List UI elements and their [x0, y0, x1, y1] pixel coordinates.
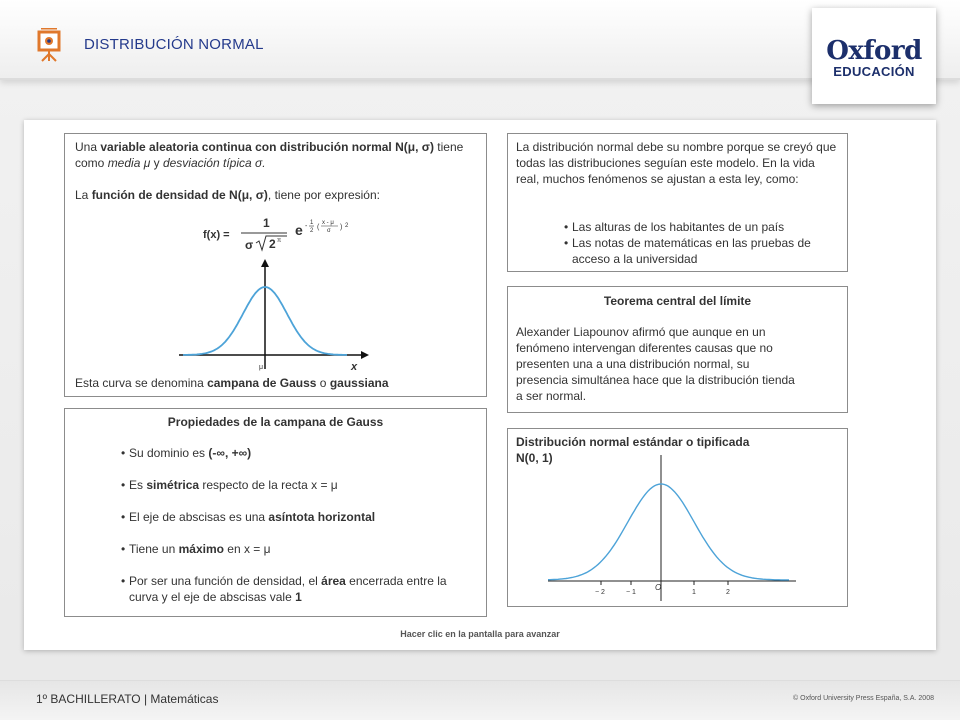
- name-origin-panel: [507, 133, 848, 272]
- formula-exp-minus: -: [305, 223, 308, 230]
- logo-educacion-text: EDUCACIÓN: [833, 64, 915, 79]
- x-axis-label: x: [351, 361, 358, 373]
- oxford-logo: [812, 8, 936, 104]
- gauss-bell-graph: [175, 259, 375, 375]
- standard-normal-graph: [544, 451, 800, 601]
- formula-exp-power: 2: [345, 223, 349, 229]
- list-item: [121, 445, 479, 461]
- formula-base: e: [295, 222, 303, 238]
- text-fragment: variable aleatoria continua con distribución normal N(μ, σ): [100, 140, 434, 154]
- standard-gauss-curve: [548, 484, 789, 580]
- theorem-title: Teorema central del límite: [603, 294, 752, 308]
- tick-label: 1: [692, 589, 696, 596]
- text-fragment: , tiene por expresión:: [267, 188, 380, 202]
- standard-normal-panel: [507, 428, 848, 607]
- advance-hint: Hacer clic en la pantalla para avanzar: [400, 629, 560, 639]
- list-item: [121, 477, 479, 493]
- definition-text: [75, 139, 480, 171]
- text-fragment: campana de Gauss: [207, 376, 317, 390]
- text-fragment: o: [316, 376, 330, 390]
- examples-list: [564, 219, 844, 267]
- tick-label: − 2: [595, 589, 605, 596]
- presentation-board-icon: [36, 28, 62, 62]
- text-fragment: 1: [295, 590, 302, 604]
- formula-numerator: 1: [263, 216, 270, 230]
- properties-title: Propiedades de la campana de Gauss: [167, 415, 384, 429]
- tick-label: − 1: [626, 589, 636, 596]
- formula-exp-paren-close: ): [340, 224, 343, 231]
- text-fragment: Es: [129, 478, 147, 492]
- name-origin-text: La distribución normal debe su nombre porque se creyó que todas las distribuciones seguían este modelo. En la vida real, muchos fenómenos se ajustan a esta ley, como:: [516, 140, 837, 186]
- text-fragment: tiene como: [75, 140, 464, 170]
- text-fragment: asíntota horizontal: [268, 510, 376, 524]
- formula-exp-half-den: 2: [310, 228, 314, 234]
- theorem-text: Alexander Liapounov afirmó que aunque en un fenómeno intervengan diferentes causas que no presenten una a una distribución normal, su presencia simultánea hace que la distribución tienda a ser normal.: [516, 325, 795, 403]
- text-fragment: (-∞, +∞): [208, 446, 252, 460]
- formula-root-sup: π: [277, 238, 282, 244]
- definition-panel: [64, 133, 487, 397]
- density-formula: [199, 214, 369, 258]
- text-fragment: Tiene un: [129, 542, 179, 556]
- text-fragment: Por ser una función de densidad, el: [129, 574, 322, 588]
- text-fragment: función de densidad de N(μ, σ): [91, 188, 268, 202]
- list-item: [121, 509, 479, 525]
- formula-exp-frac-den: σ: [327, 228, 331, 234]
- curve-name-text: [75, 375, 480, 391]
- course-label: 1º BACHILLERATO | Matemáticas: [36, 692, 219, 706]
- text-fragment: Distribución normal estándar o tipificada: [516, 435, 750, 449]
- formula-exp-paren-open: (: [317, 224, 320, 231]
- text-fragment: media μ: [107, 156, 151, 170]
- text-fragment: Su dominio es: [129, 446, 209, 460]
- text-fragment: N(0, 1): [516, 451, 553, 465]
- density-text: [75, 187, 480, 203]
- formula-root-arg: 2: [269, 237, 276, 251]
- properties-list: [121, 445, 479, 605]
- text-fragment: encerrada entre la curva y el eje de abscisas vale: [129, 574, 447, 604]
- text-fragment: área: [321, 574, 346, 588]
- text-fragment: en x = μ: [223, 542, 271, 556]
- origin-label: O: [655, 583, 662, 592]
- text-fragment: simétrica: [146, 478, 200, 492]
- list-item: • Las notas de matemáticas en las pruebas de acceso a la universidad: [564, 235, 844, 267]
- properties-panel: [64, 408, 487, 617]
- mu-axis-label: μ: [259, 364, 264, 371]
- text-fragment: gaussiana: [329, 376, 389, 390]
- text-fragment: Esta curva se denomina: [75, 376, 208, 390]
- formula-sigma: σ: [245, 238, 254, 252]
- list-item: • Las alturas de los habitantes de un país: [564, 219, 844, 235]
- tick-label: 2: [726, 589, 730, 596]
- logo-oxford-text: Oxford: [826, 36, 922, 66]
- text-fragment: máximo: [178, 542, 224, 556]
- formula-exp-frac-num: x - μ: [322, 220, 334, 226]
- list-item: [121, 541, 479, 557]
- formula-exp-half-num: 1: [310, 220, 314, 226]
- formula-lhs: f(x) =: [203, 229, 230, 241]
- text-fragment: La: [75, 188, 92, 202]
- text-fragment: respecto de la recta x = μ: [199, 478, 338, 492]
- text-fragment: El eje de abscisas es una: [129, 510, 269, 524]
- text-fragment: y: [150, 156, 163, 170]
- text-fragment: Una: [75, 140, 101, 154]
- copyright-text: © Oxford University Press España, S.A. 2008: [793, 695, 934, 702]
- page-title: DISTRIBUCIÓN NORMAL: [84, 36, 264, 53]
- theorem-panel: [507, 286, 848, 413]
- text-fragment: desviación típica σ.: [162, 156, 266, 170]
- list-item: [121, 573, 479, 605]
